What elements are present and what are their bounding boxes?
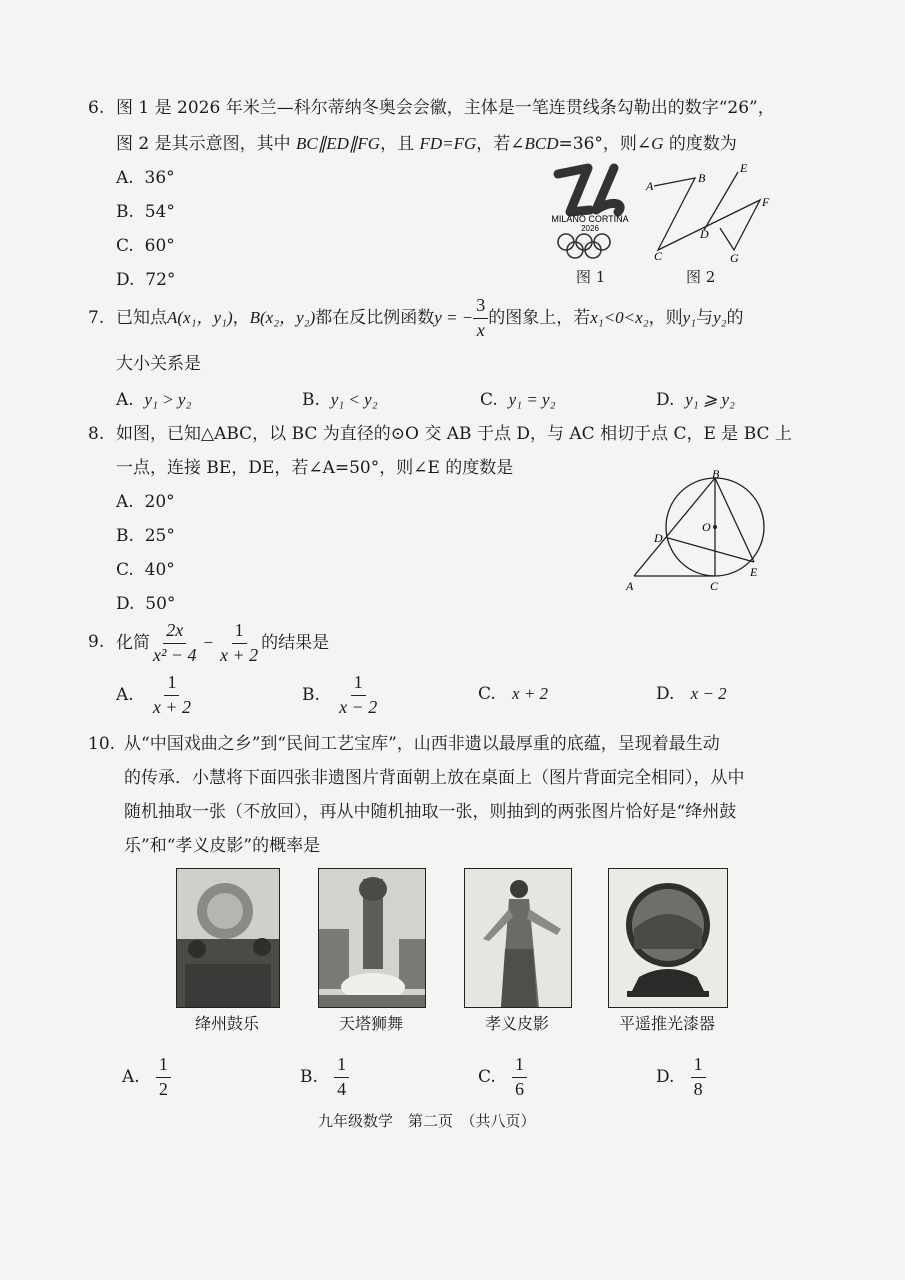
logo-year: 2026 (581, 224, 599, 233)
fig2-label-d: D (700, 227, 709, 241)
q7-function-fraction: $\frac{3}{x}$ (473, 295, 488, 341)
q8-option-c: C. 40° (116, 560, 175, 580)
q8-label-e: E (750, 565, 758, 579)
q8-label-o: O (702, 520, 711, 534)
photo-xiaoyi-shadow-puppet (464, 868, 572, 1008)
q6-option-b: B. 54° (116, 202, 175, 222)
q7-option-b: B. y₁ < y₂ (302, 390, 378, 410)
q6-option-d: D. 72° (116, 270, 176, 290)
q8-option-a: A. 20° (116, 492, 175, 512)
milano-cortina-logo (530, 160, 650, 265)
q10-line1: 从“中国戏曲之乡”到“民间工艺宝库”，山西非遗以最厚重的底蕴，呈现着最生动 (124, 734, 720, 754)
q7-option-a: A. y₁ > y₂ (116, 390, 192, 410)
q10-option-a: A. $\frac{1}{2}$ (122, 1052, 171, 1102)
fig2-label-e: E (740, 161, 748, 175)
q8-label-a: A (626, 579, 634, 593)
q10-option-c: C. $\frac{1}{6}$ (478, 1052, 527, 1102)
q8-option-d: D. 50° (116, 594, 176, 614)
q9-line: 化简 $\frac{2x}{\text{x² − 4}}$ − $\frac{1}{x + 2}$ 的结果是 (116, 619, 330, 665)
page-footer: 九年级数学 第二页 （共八页） (318, 1112, 536, 1130)
q10-line2: 的传承．小慧将下面四张非遗图片背面朝上放在桌面上（图片背面完全相同），从中 (124, 768, 745, 788)
q9-option-d: D. x − 2 (656, 684, 727, 704)
q8-label-d: D (654, 531, 663, 545)
q10-line4: 乐”和“孝义皮影”的概率是 (124, 836, 321, 856)
q8-label-b: B (712, 467, 720, 481)
q8-figure (618, 466, 778, 596)
fig2-caption: 图 2 (686, 268, 716, 286)
q6-line2: 图 2 是其示意图，其中 BC∥ED∥FG，且 FD=FG，若∠BCD=36°，则∠G 的度数为 (116, 134, 737, 154)
fig1-caption: 图 1 (576, 268, 606, 286)
fig2-label-c: C (654, 249, 663, 263)
logo-text: MILANO CORTINA (551, 214, 629, 224)
photo-tianta-lion-dance (318, 868, 426, 1008)
q10-line3: 随机抽取一张（不放回），再从中随机抽取一张，则抽到的两张图片恰好是“绛州鼓 (124, 802, 737, 822)
q8-line2: 一点，连接 BE，DE，若∠A=50°，则∠E 的度数是 (116, 458, 514, 478)
q10-number: 10. (88, 734, 116, 754)
q6-option-c: C. 60° (116, 236, 175, 256)
q8-number: 8. (88, 424, 105, 444)
q6-option-a: A. 36° (116, 168, 175, 188)
q9-option-a: A. $\frac{1}{x + 2}$ (116, 671, 192, 717)
caption-xiaoyi-shadow-puppet: 孝义皮影 (484, 1014, 549, 1033)
q7-number: 7. (88, 308, 105, 328)
fig2-label-a: A (646, 179, 654, 193)
caption-jiangzhou-drum: 绛州鼓乐 (194, 1014, 259, 1033)
q6-number: 6. (88, 98, 105, 118)
q7-line1: 已知点 A (x₁，y₁) ， B (x₂，y₂) 都在反比例函数 y = − $\frac{3}{x}$ 的图象上，若 x₁<0<x₂ ，则 y₁ 与 y₂ 的 (116, 294, 744, 340)
q8-label-c: C (710, 579, 719, 593)
fig2-label-f: F (762, 195, 770, 209)
q9-option-c: C. x + 2 (478, 684, 549, 704)
fig2-label-g: G (730, 251, 739, 265)
q6-figure2 (640, 158, 780, 266)
fig2-label-b: B (698, 171, 706, 185)
photo-pingyao-lacquerware (608, 868, 728, 1008)
q10-option-b: B. $\frac{1}{4}$ (300, 1052, 349, 1102)
q6-line1: 图 1 是 2026 年米兰—科尔蒂纳冬奥会会徽，主体是一笔连贯线条勾勒出的数字“26”， (116, 98, 775, 118)
q9-number: 9. (88, 632, 105, 652)
q9-fraction-2: $\frac{1}{x + 2}$ (220, 619, 259, 665)
q7-option-d: D. y₁ ⩾ y₂ (656, 390, 735, 410)
q9-fraction-1: $\frac{2x}{\text{x² − 4}}$ (153, 619, 197, 665)
caption-tianta-lion-dance: 天塔狮舞 (338, 1014, 403, 1033)
photo-jiangzhou-drum (176, 868, 280, 1008)
q7-line2: 大小关系是 (116, 354, 201, 374)
q10-option-d: D. $\frac{1}{8}$ (656, 1052, 706, 1102)
q8-line1: 如图，已知△ABC，以 BC 为直径的⊙O 交 AB 于点 D，与 AC 相切于点 C，E 是 BC 上 (116, 424, 792, 444)
q7-option-c: C. y₁ = y₂ (480, 390, 556, 410)
q9-option-b: B. $\frac{1}{x - 2}$ (302, 671, 378, 717)
q8-option-b: B. 25° (116, 526, 175, 546)
caption-pingyao-lacquerware: 平遥推光漆器 (618, 1014, 715, 1033)
